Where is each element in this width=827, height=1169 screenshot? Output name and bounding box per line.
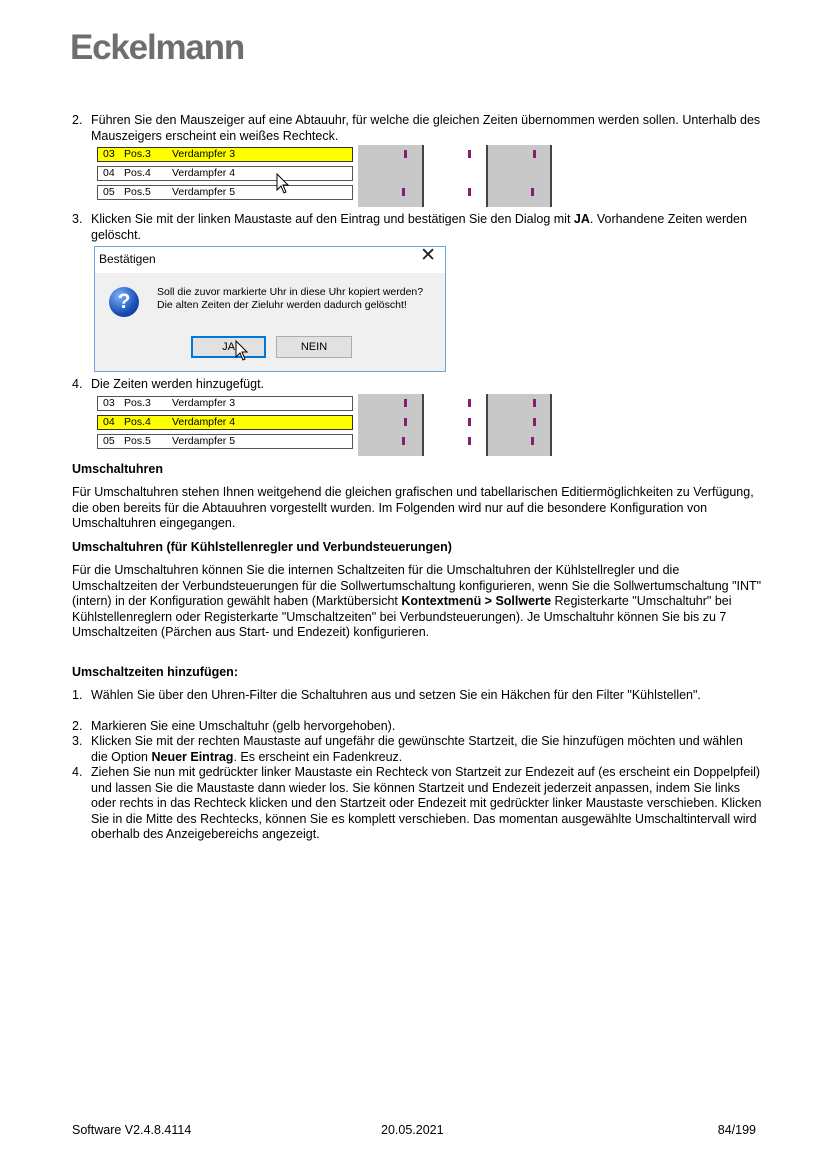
question-icon: ? — [109, 287, 139, 317]
divider — [550, 145, 552, 207]
time-marker — [468, 150, 471, 158]
clock-name: Verdampfer 5 — [172, 435, 236, 447]
step-text: Markieren Sie eine Umschaltuhr (gelb hervorgehoben). — [91, 719, 396, 733]
clock-position: Pos.5 — [124, 435, 151, 447]
step-text: Wählen Sie über den Uhren-Filter die Schaltuhren aus und setzen Sie ein Häkchen für den Filter "Kühlstellen". — [91, 688, 701, 702]
step-text: Ziehen Sie nun mit gedrückter linker Maustaste ein Rechteck von Startzeit zur Endezeit auf (es erscheint ein Doppelpfeil) und lassen Sie die Maustaste dann wieder los. Sie können Startzeit und Endezeit jederzeit anpassen, indem Sie links oder rechts in das Rechteck klicken und den Startzeit oder Endezeit mit gedrückter linker Maustaste verschieben. Klicken Sie in die Mitte des Rechtecks, können Sie es komplett verschieben. Das momentan ausgewählte Umschaltintervall wird oberhalb des Anzeigebereichs angezeigt. — [91, 765, 762, 841]
step-2 — [72, 113, 762, 144]
step-number: 4. — [72, 765, 83, 779]
time-marker — [404, 418, 407, 426]
text-span: Klicken Sie mit der linken Maustaste auf den Eintrag und bestätigen Sie den Dialog mit — [91, 212, 574, 226]
step-number: 2. — [72, 113, 83, 127]
time-marker — [468, 418, 471, 426]
clock-row[interactable] — [97, 434, 353, 449]
paragraph — [72, 563, 762, 641]
time-block — [488, 145, 550, 207]
time-marker — [468, 437, 471, 445]
bold-text: Kontextmenü > Sollwerte — [401, 594, 552, 608]
clock-number: 04 — [103, 416, 115, 428]
clock-row[interactable] — [97, 147, 353, 162]
time-grid[interactable] — [358, 145, 554, 207]
step-number: 3. — [72, 212, 83, 226]
bold-text: JA — [573, 212, 590, 226]
text-span: . Es erscheint ein Fadenkreuz. — [233, 749, 403, 764]
footer-date: 20.05.2021 — [381, 1123, 444, 1137]
bold-text: Neuer Eintrag — [151, 749, 234, 764]
step-3 — [72, 212, 762, 243]
clock-position: Pos.3 — [124, 148, 151, 160]
time-marker — [468, 188, 471, 196]
paragraph: Für Umschaltuhren stehen Ihnen weitgehend die gleichen grafischen und tabellarischen Editiermöglichkeiten zu Verfügung, die oben bereits für die Abtauuhren vorgestellt wurden. Im Folgenden wird nur auf die besondere Konfiguration von Umschaltuhren eingegangen. — [72, 485, 754, 530]
step-text: Die Zeiten werden hinzugefügt. — [91, 377, 265, 391]
text-span: Registerkarte "Umschaltuhr" bei Kühlstellenreglern oder Registerkarte "Umschaltzeiten" bei Verbundsteuerungen). Je Umschaltuhr können Sie bis zu 7 Umschaltzeiten (Pärchen aus Start- und Endezeit) konfigurieren. — [72, 594, 732, 639]
text-span: Für die Umschaltuhren können Sie die internen Schaltzeiten für die Umschaltuhren der Kühlstellregler und die Umschaltzeiten der Verbundsteuerungen für die Sollwertumschaltung konfigurieren, wenn Sie die Sollwertumschaltung "INT" (intern) in der Konfiguration gewählt haben (Marktübersicht — [72, 563, 762, 608]
time-marker — [402, 188, 405, 196]
time-marker — [404, 150, 407, 158]
clock-position: Pos.4 — [124, 416, 151, 428]
time-block — [488, 394, 550, 456]
text-span: Klicken Sie mit der rechten Maustaste auf ungefähr die gewünschte Startzeit, die Sie hinzufügen möchten und wählen die Option — [91, 734, 743, 764]
clock-list-after — [96, 394, 554, 458]
clock-name: Verdampfer 4 — [172, 416, 236, 428]
time-block — [358, 145, 422, 207]
clock-row[interactable] — [97, 396, 353, 411]
mouse-pointer-icon — [235, 340, 249, 362]
clock-number: 04 — [103, 167, 115, 179]
message-line: Die alten Zeiten der Zieluhr werden dadurch gelöscht! — [157, 299, 407, 311]
text-span: . Vorhandene Zeiten werden gelöscht. — [91, 212, 747, 242]
step-4 — [72, 377, 762, 393]
clock-number: 03 — [103, 148, 115, 160]
clock-row[interactable] — [97, 185, 353, 200]
mouse-pointer-icon — [276, 173, 290, 195]
clock-list-before — [96, 145, 554, 209]
time-marker — [468, 399, 471, 407]
step-number: 4. — [72, 377, 83, 391]
clock-position: Pos.5 — [124, 186, 151, 198]
time-marker — [404, 399, 407, 407]
clock-number: 05 — [103, 435, 115, 447]
section-heading: Umschaltuhren — [72, 462, 163, 476]
close-icon[interactable]: ✕ — [420, 245, 436, 266]
divider — [422, 145, 424, 207]
message-line: Soll die zuvor markierte Uhr in diese Uhr kopiert werden? — [157, 286, 424, 298]
time-grid[interactable] — [358, 394, 554, 456]
dialog-message — [157, 286, 423, 312]
step-text: Führen Sie den Mauszeiger auf eine Abtauuhr, für welche die gleichen Zeiten übernommen werden sollen. Unterhalb des Mauszeigers erscheint ein weißes Rechteck. — [91, 113, 761, 143]
add-step-1 — [72, 688, 762, 704]
clock-name: Verdampfer 3 — [172, 148, 236, 160]
footer-software-version: Software V2.4.8.4114 — [72, 1123, 192, 1137]
company-logo: Eckelmann — [70, 28, 245, 67]
clock-position: Pos.3 — [124, 397, 151, 409]
time-marker — [402, 437, 405, 445]
divider — [422, 394, 424, 456]
time-block — [358, 394, 422, 456]
time-marker — [531, 188, 534, 196]
confirm-dialog — [94, 246, 446, 372]
clock-position: Pos.4 — [124, 167, 151, 179]
step-text — [91, 734, 762, 765]
clock-number: 03 — [103, 397, 115, 409]
divider — [550, 394, 552, 456]
clock-number: 05 — [103, 186, 115, 198]
section-heading: Umschaltuhren (für Kühlstellenregler und Verbundsteuerungen) — [72, 540, 452, 554]
clock-row[interactable] — [97, 166, 353, 181]
add-step-3 — [72, 734, 762, 765]
step-text — [91, 212, 762, 243]
time-marker — [533, 399, 536, 407]
step-number: 3. — [72, 734, 83, 748]
add-step-4 — [72, 765, 762, 843]
time-marker — [533, 418, 536, 426]
yes-button[interactable]: JA — [191, 336, 266, 358]
time-marker — [533, 150, 536, 158]
clock-name: Verdampfer 3 — [172, 397, 236, 409]
footer-page-number: 84/199 — [717, 1123, 756, 1137]
clock-name: Verdampfer 4 — [172, 167, 236, 179]
clock-name: Verdampfer 5 — [172, 186, 236, 198]
dialog-titlebar — [95, 247, 445, 273]
step-number: 1. — [72, 688, 83, 702]
clock-row[interactable] — [97, 415, 353, 430]
step-number: 2. — [72, 719, 83, 733]
section-heading: Umschaltzeiten hinzufügen: — [72, 665, 238, 679]
no-button[interactable]: NEIN — [276, 336, 352, 358]
add-step-2 — [72, 719, 762, 735]
dialog-title: Bestätigen — [99, 252, 156, 266]
time-marker — [531, 437, 534, 445]
